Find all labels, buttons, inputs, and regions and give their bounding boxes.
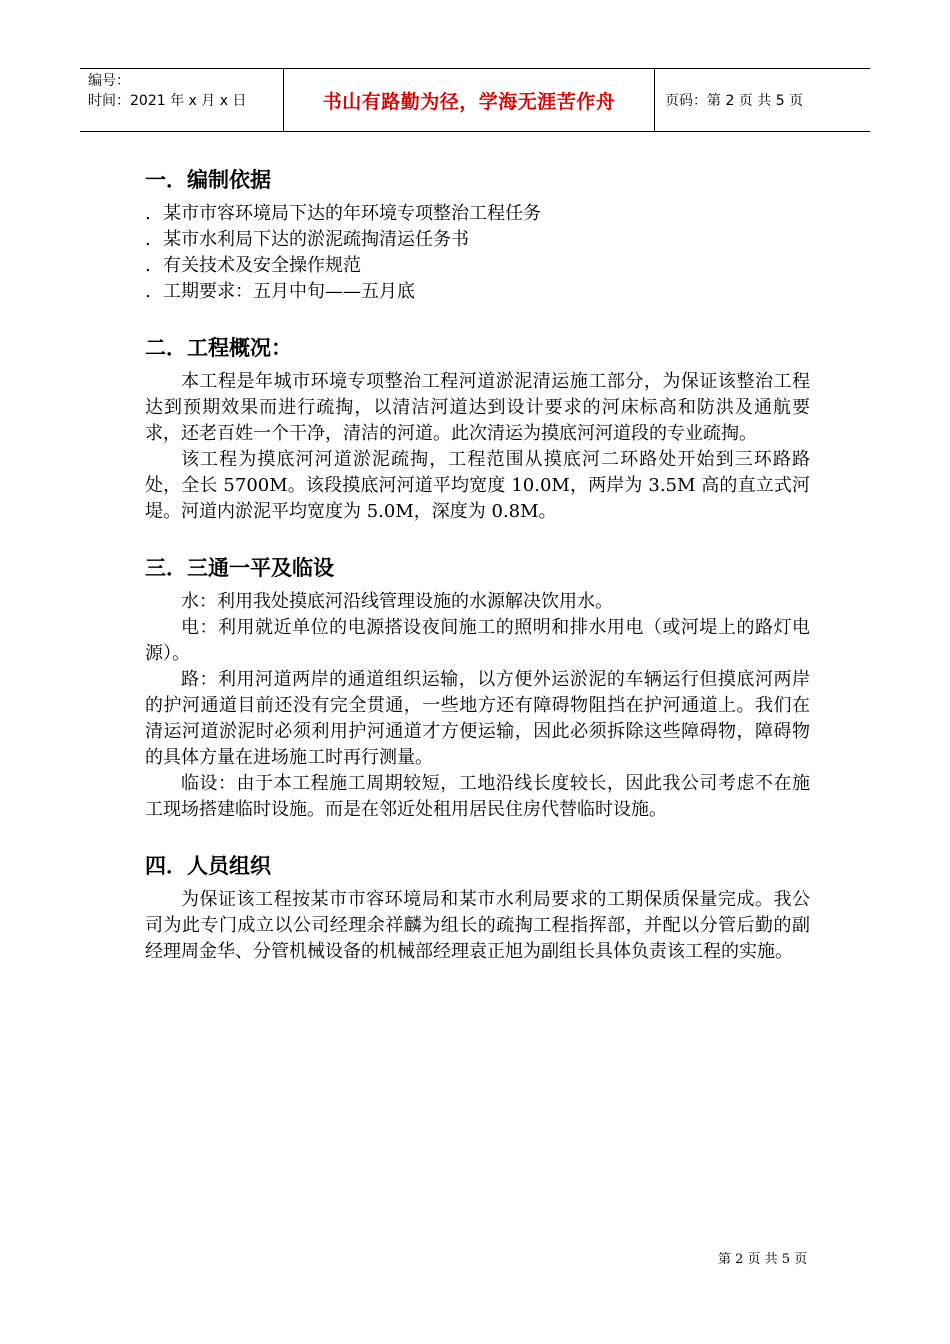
paragraph: 为保证该工程按某市市容环境局和某市水利局要求的工期保质保量完成。我公司为此专门成立以公司经理余祥麟为组长的疏掏工程指挥部，并配以分管后勤的副经理周金华、分管机械设备的机械部经理袁正旭为副组长具体负责该工程的实施。 (145, 889, 810, 962)
header-meta (80, 69, 283, 131)
list-item: . 某市市容环境局下达的年环境专项整治工程任务 (145, 203, 541, 224)
list-item: . 有关技术及安全操作规范 (145, 255, 361, 276)
number-label: 编号： (88, 73, 130, 89)
list-item: . 某市水利局下达的淤泥疏掏清运任务书 (145, 229, 469, 250)
basis-list (145, 201, 810, 305)
paragraph: 该工程为摸底河河道淤泥疏掏，工程范围从摸底河二环路处开始到三环路路处，全长 5700M。该段摸底河河道平均宽度 10.0M，两岸为 3.5M 高的直立式河堤。河道内淤泥平均宽度为 5.0M，深度为 0.8M。 (145, 449, 810, 522)
paragraph: 电：利用就近单位的电源搭设夜间施工的照明和排水用电（或河堤上的路灯电源）。 (145, 617, 810, 664)
paragraph: 临设：由于本工程施工周期较短，工地沿线长度较长，因此我公司考虑不在施工现场搭建临时设施。而是在邻近处租用居民住房代替临时设施。 (145, 773, 810, 820)
list-item: . 工期要求：五月中旬——五月底 (145, 281, 415, 302)
header-page-label: 页码：第 2 页 共 5 页 (665, 93, 804, 109)
section-title: 二．工程概况： (145, 336, 292, 360)
paragraph: 水：利用我处摸底河沿线管理设施的水源解决饮用水。 (181, 591, 613, 612)
paragraph: 本工程是年城市环境专项整治工程河道淤泥清运施工部分，为保证该整治工程达到预期效果而进行疏掏，以清洁河道达到设计要求的河床标高和防洪及通航要求，还老百姓一个干净，清洁的河道。此次清运为摸底河河道段的专业疏掏。 (145, 371, 810, 444)
section-title: 四．人员组织 (145, 854, 271, 878)
section-title: 三．三通一平及临设 (145, 556, 334, 580)
page-header (80, 68, 870, 132)
document-body (145, 165, 810, 965)
page-footer: 第 2 页 共 5 页 (718, 1252, 808, 1267)
section-title: 一．编制依据 (145, 168, 271, 192)
time-label: 时间：2021 年 x 月 x 日 (88, 93, 247, 109)
header-motto: 书山有路勤为径，学海无涯苦作舟 (283, 69, 655, 131)
paragraph: 路：利用河道两岸的通道组织运输，以方便外运淤泥的车辆运行但摸底河两岸的护河通道目前还没有完全贯通，一些地方还有障碍物阻挡在护河通道上。我们在清运河道淤泥时必须利用护河通道才方便运输，因此必须拆除这些障碍物，障碍物的具体方量在进场施工时再行测量。 (145, 669, 810, 768)
